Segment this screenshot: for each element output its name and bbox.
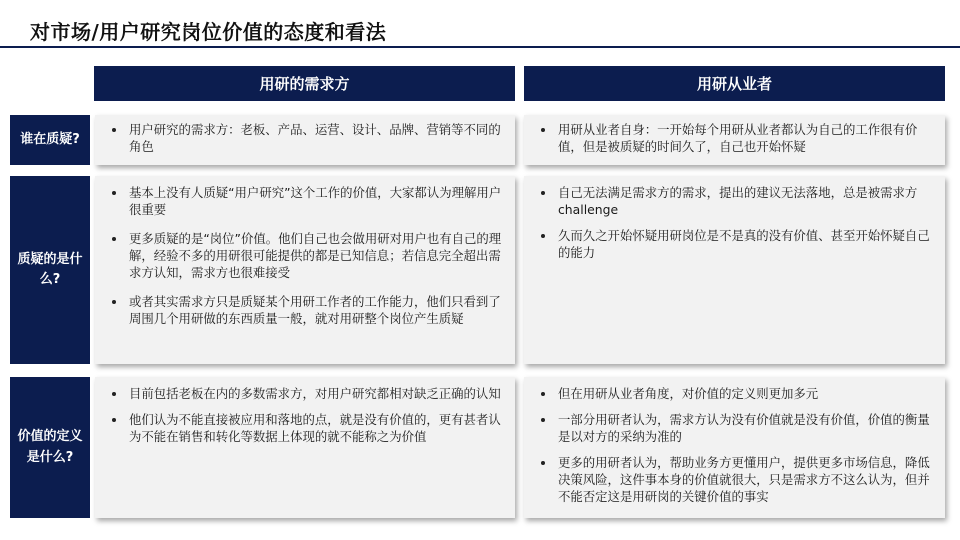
bullet-list xyxy=(536,121,933,155)
cell-what-questioned-demand xyxy=(95,176,515,364)
list-item xyxy=(536,411,933,445)
page-title: 对市场/用户研究岗位价值的态度和看法 xyxy=(30,20,387,44)
bullet-icon xyxy=(541,461,545,465)
bullet-icon xyxy=(112,392,116,396)
list-item xyxy=(536,454,933,505)
bullet-list xyxy=(107,121,503,155)
list-item xyxy=(536,184,933,218)
list-item-text: 但在用研从业者角度，对价值的定义则更加多元 xyxy=(558,386,819,401)
list-item xyxy=(536,227,933,261)
cell-value-definition-practitioners xyxy=(524,377,945,518)
list-item xyxy=(107,293,503,327)
list-item xyxy=(536,385,933,402)
bullet-list xyxy=(536,385,933,505)
bullet-list xyxy=(536,184,933,261)
cell-what-questioned-practitioners xyxy=(524,176,945,364)
cell-who-questions-practitioners xyxy=(524,115,945,165)
bullet-icon xyxy=(541,191,545,195)
row-label-value-definition: 价值的定义是什么? xyxy=(10,377,90,518)
bullet-icon xyxy=(112,191,116,195)
column-header-practitioners: 用研从业者 xyxy=(524,66,945,101)
bullet-icon xyxy=(541,234,545,238)
list-item-text: 用研从业者自身：一开始每个用研从业者都认为自己的工作很有价值，但是被质疑的时间久了，自己也开始怀疑 xyxy=(558,122,918,154)
cell-value-definition-demand xyxy=(95,377,515,518)
list-item-text: 一部分用研者认为，需求方认为没有价值就是没有价值，价值的衡量是以对方的采纳为准的 xyxy=(558,412,930,444)
bullet-list xyxy=(107,385,503,445)
list-item-text: 更多的用研者认为，帮助业务方更懂用户，提供更多市场信息，降低决策风险，这件事本身的价值就很大，只是需求方不这么认为，但并不能否定这是用研岗的关键价值的事实 xyxy=(558,455,930,504)
bullet-icon xyxy=(112,128,116,132)
bullet-list xyxy=(107,184,503,327)
list-item xyxy=(107,411,503,445)
bullet-icon xyxy=(541,128,545,132)
list-item-text: 他们认为不能直接被应用和落地的点，就是没有价值的，更有甚者认为不能在销售和转化等数据上体现的就不能称之为价值 xyxy=(129,412,501,444)
list-item-text: 目前包括老板在内的多数需求方，对用户研究都相对缺乏正确的认知 xyxy=(129,386,501,401)
bullet-icon xyxy=(112,237,116,241)
list-item-text: 更多质疑的是“岗位”价值。他们自己也会做用研对用户也有自己的理解，经验不多的用研很可能提供的都是已知信息；若信息完全超出需求方认知，需求方也很难接受 xyxy=(129,231,502,280)
column-header-demand-side: 用研的需求方 xyxy=(94,66,515,101)
list-item xyxy=(107,121,503,155)
bullet-icon xyxy=(541,418,545,422)
bullet-icon xyxy=(541,392,545,396)
row-label-what-questioned: 质疑的是什么? xyxy=(10,176,90,364)
bullet-icon xyxy=(112,418,116,422)
title-divider xyxy=(0,46,960,48)
list-item xyxy=(536,121,933,155)
row-label-who-questions: 谁在质疑? xyxy=(10,115,90,165)
list-item-text: 基本上没有人质疑“用户研究”这个工作的价值，大家都认为理解用户很重要 xyxy=(129,185,502,217)
list-item xyxy=(107,184,503,218)
list-item xyxy=(107,385,503,402)
list-item-text: 自己无法满足需求方的需求，提出的建议无法落地，总是被需求方challenge xyxy=(558,185,918,217)
list-item xyxy=(107,230,503,281)
list-item-text: 用户研究的需求方：老板、产品、运营、设计、品牌、营销等不同的角色 xyxy=(129,122,501,154)
list-item-text: 久而久之开始怀疑用研岗位是不是真的没有价值、甚至开始怀疑自己的能力 xyxy=(558,228,930,260)
bullet-icon xyxy=(112,300,116,304)
list-item-text: 或者其实需求方只是质疑某个用研工作者的工作能力，他们只看到了周围几个用研做的东西质量一般，就对用研整个岗位产生质疑 xyxy=(129,294,501,326)
cell-who-questions-demand xyxy=(95,115,515,165)
